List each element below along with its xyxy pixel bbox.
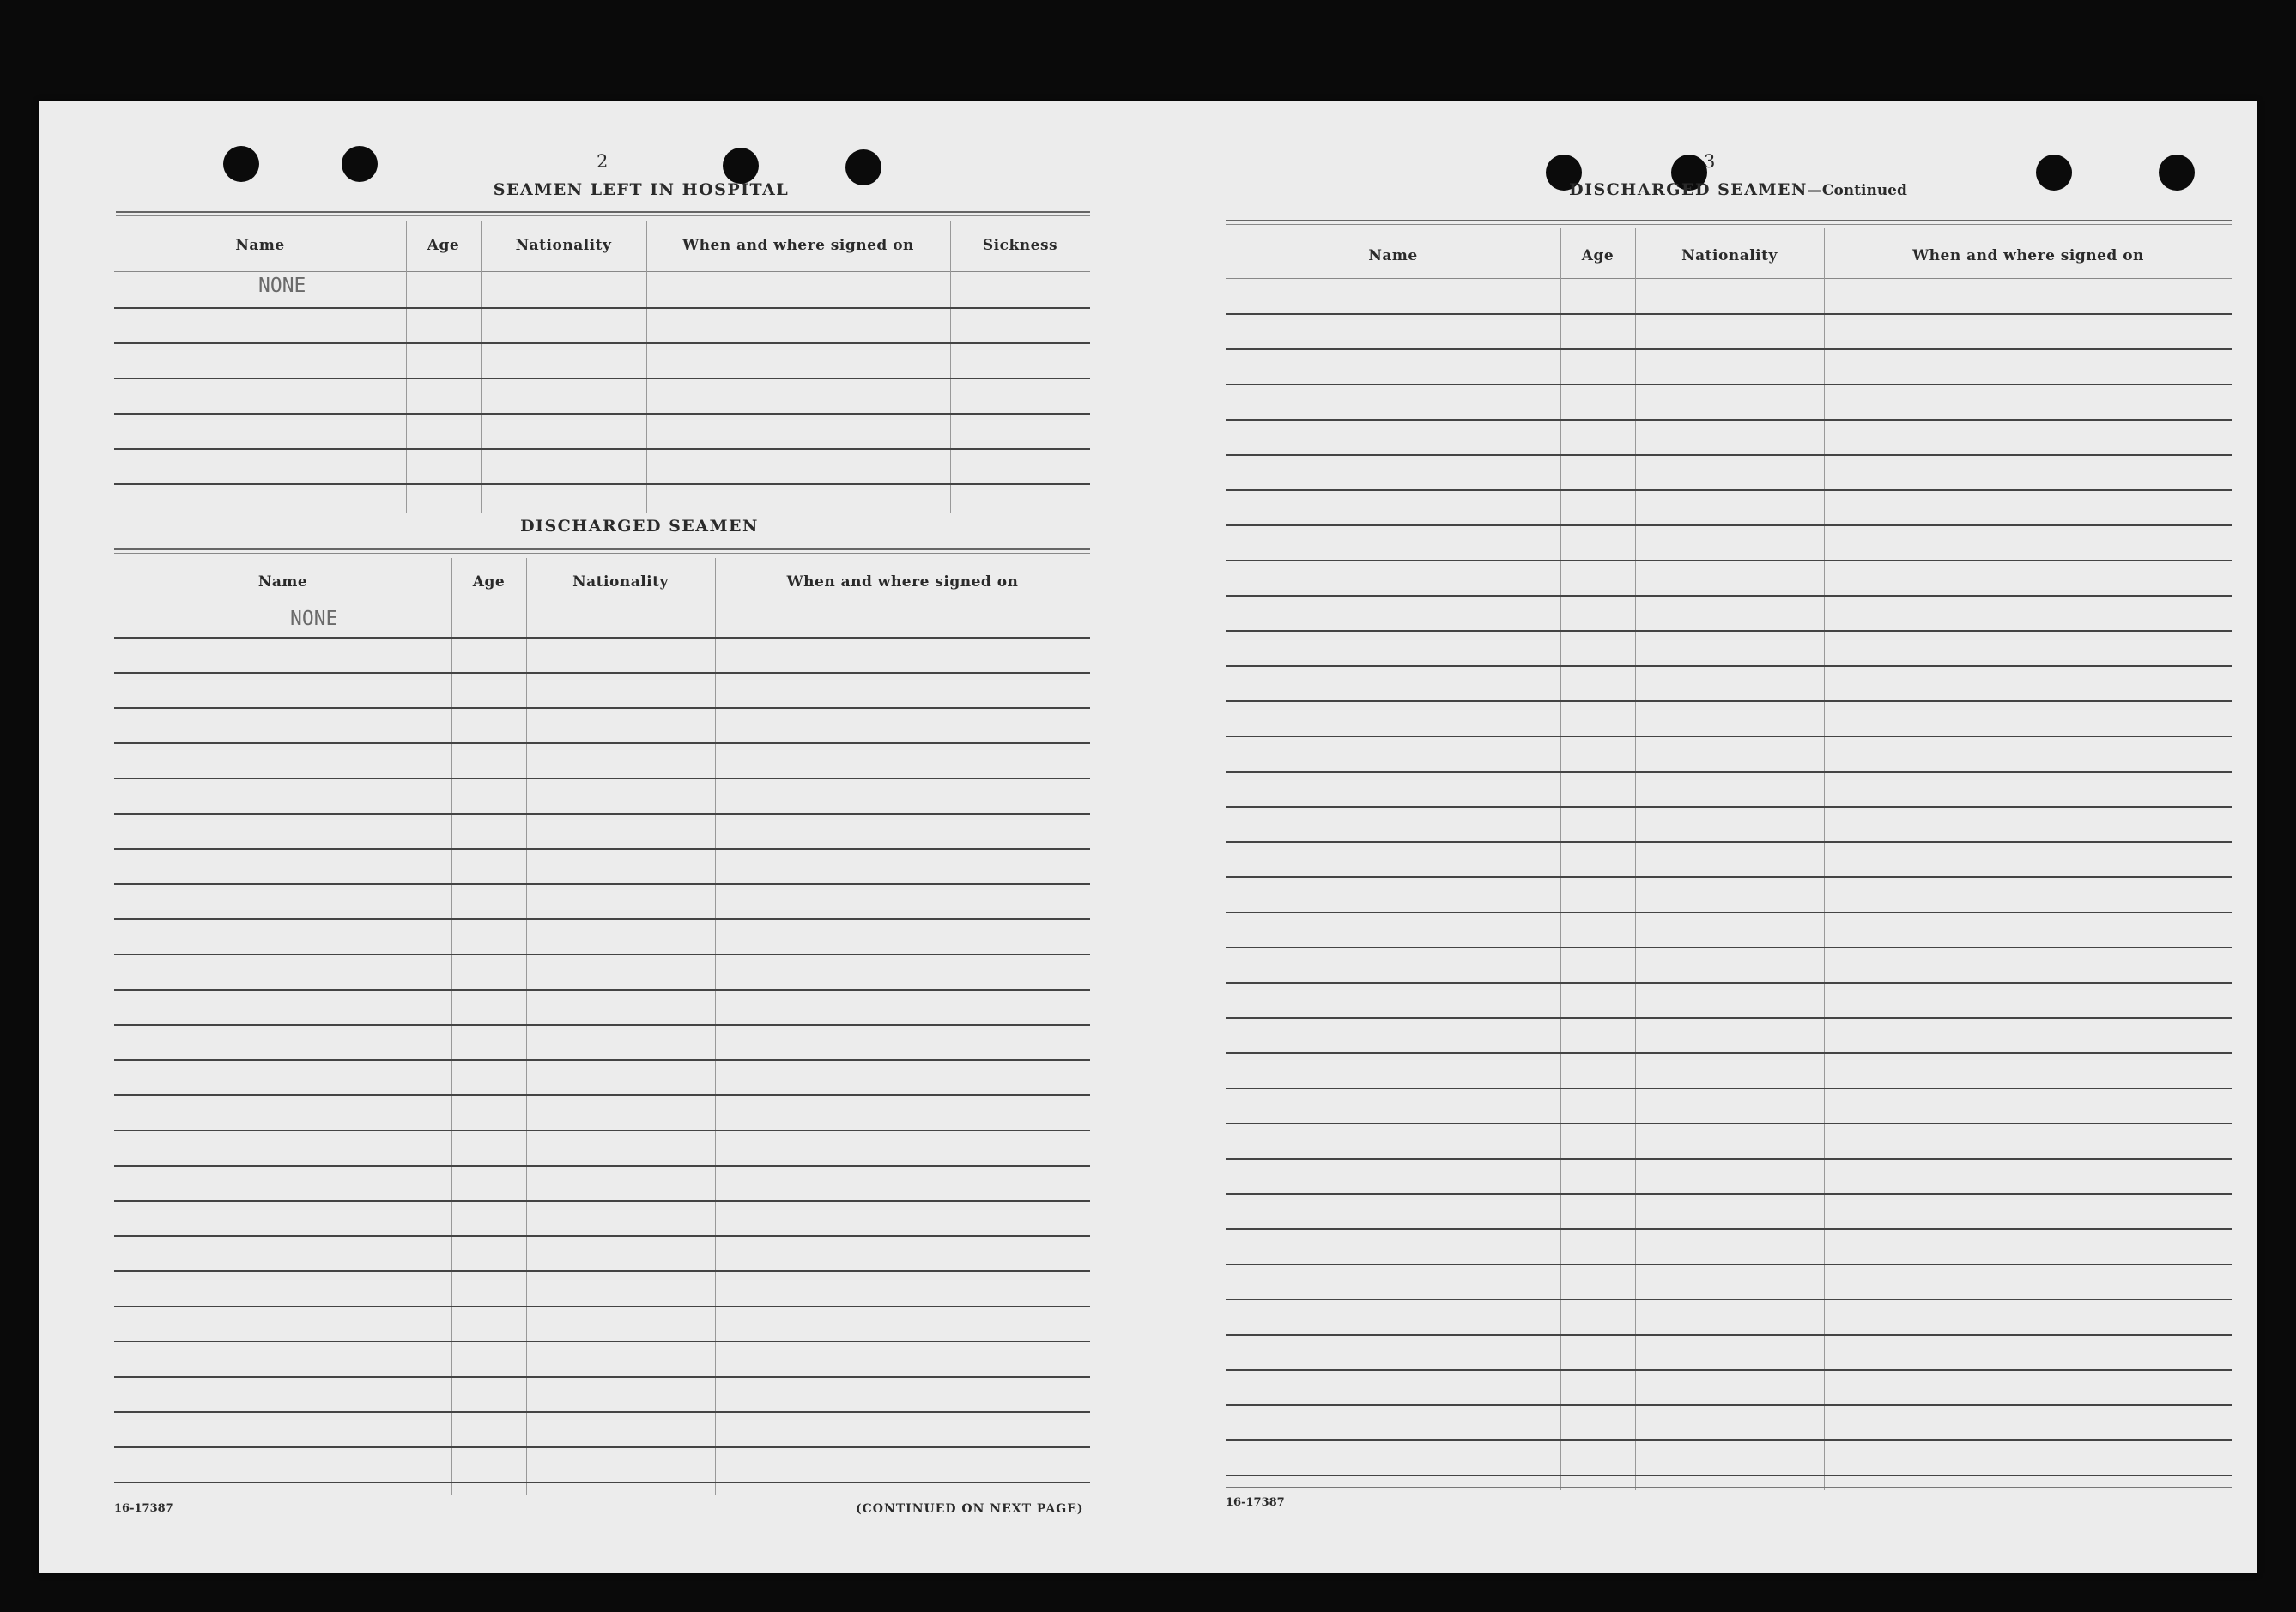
table-row: [1226, 982, 2232, 984]
header-divider: [1226, 278, 2232, 279]
table-row: [114, 448, 1090, 450]
col-header-nationality: Nationality: [572, 573, 669, 591]
table-row: [1226, 313, 2232, 315]
punch-hole: [223, 146, 259, 182]
table-row: [114, 813, 1090, 815]
col-header-nationality: Nationality: [1681, 247, 1778, 264]
table-row: [114, 1482, 1090, 1483]
hospital-table: [114, 221, 1090, 513]
table-row: [1226, 947, 2232, 948]
table-row: [1226, 630, 2232, 632]
table-row: [114, 742, 1090, 744]
col-header-signed-on: When and where signed on: [682, 237, 914, 254]
rule: [1226, 220, 2232, 225]
table-row: [114, 1235, 1090, 1237]
table-row: [1226, 700, 2232, 702]
column-divider: [481, 221, 482, 513]
punch-hole: [2159, 155, 2195, 191]
column-divider: [526, 558, 527, 1495]
table-row: [1226, 595, 2232, 597]
table-row: [114, 918, 1090, 920]
table-row: [114, 1270, 1090, 1272]
table-row: [114, 378, 1090, 379]
right-title-suffix: —Continued: [1807, 182, 1907, 199]
table-row: [114, 1130, 1090, 1131]
table-row: [1226, 1334, 2232, 1336]
table-row: [114, 954, 1090, 955]
hospital-section-title: SEAMEN LEFT IN HOSPITAL: [493, 180, 790, 199]
col-header-signed-on: When and where signed on: [786, 573, 1019, 591]
header-divider: [114, 271, 1090, 272]
table-row: [1226, 1369, 2232, 1371]
table-row: [1226, 348, 2232, 350]
col-header-signed-on: When and where signed on: [1912, 247, 2144, 264]
table-row: [1226, 1299, 2232, 1300]
table-row: [114, 342, 1090, 344]
table-row: [1226, 1123, 2232, 1124]
table-row: [1226, 1017, 2232, 1019]
column-divider: [1560, 228, 1561, 1490]
col-header-age: Age: [1581, 247, 1614, 264]
table-row: [1226, 524, 2232, 526]
col-header-sickness: Sickness: [982, 237, 1058, 254]
continued-note: (CONTINUED ON NEXT PAGE): [856, 1502, 1084, 1516]
table-row: [114, 848, 1090, 850]
table-row: [114, 672, 1090, 674]
column-divider: [1824, 228, 1825, 1490]
table-row: [1226, 1088, 2232, 1089]
column-divider: [950, 221, 951, 513]
table-row: [114, 989, 1090, 991]
table-row: [114, 413, 1090, 415]
table-row: [1226, 841, 2232, 843]
column-divider: [451, 558, 452, 1495]
table-row: [114, 1094, 1090, 1096]
table-row: [1226, 912, 2232, 913]
table-row: [1226, 489, 2232, 491]
table-row: [1226, 454, 2232, 456]
table-row: [1226, 771, 2232, 773]
right-section-title: [1558, 180, 1918, 199]
table-row: [1226, 1228, 2232, 1230]
typed-entry: NONE: [290, 608, 338, 630]
table-row: [114, 707, 1090, 709]
table-row: [114, 307, 1090, 309]
table-row: [114, 1059, 1090, 1061]
punch-hole: [723, 148, 759, 184]
table-row: [114, 1446, 1090, 1448]
table-row: [114, 1341, 1090, 1342]
table-row: [1226, 806, 2232, 808]
table-row: [1226, 736, 2232, 737]
table-row: [114, 637, 1090, 639]
column-divider: [646, 221, 647, 513]
table-end-line: [1226, 1487, 2232, 1488]
right-title-main: DISCHARGED SEAMEN: [1569, 180, 1808, 199]
discharged-table: [114, 558, 1090, 1495]
table-row: [1226, 1158, 2232, 1160]
table-row: [1226, 1475, 2232, 1476]
table-row: [1226, 384, 2232, 385]
table-row: [114, 1165, 1090, 1167]
table-row: [1226, 1439, 2232, 1441]
table-row: [114, 1306, 1090, 1307]
form-number: 16-17387: [114, 1502, 173, 1515]
col-header-nationality: Nationality: [515, 237, 612, 254]
table-row: [114, 1200, 1090, 1202]
column-divider: [406, 221, 407, 513]
right-page-number: 3: [1704, 151, 1716, 172]
table-row: [114, 1376, 1090, 1378]
table-row: [114, 1411, 1090, 1413]
table-row: [1226, 1264, 2232, 1265]
punch-hole: [342, 146, 378, 182]
table-row: [1226, 665, 2232, 667]
table-row: [1226, 876, 2232, 878]
discharged-continued-table: [1226, 228, 2232, 1490]
col-header-age: Age: [472, 573, 506, 591]
col-header-name: Name: [1368, 247, 1418, 264]
table-row: [1226, 1052, 2232, 1054]
col-header-age: Age: [427, 237, 460, 254]
left-page-number: 2: [597, 151, 609, 172]
col-header-name: Name: [257, 573, 308, 591]
column-divider: [715, 558, 716, 1495]
table-row: [1226, 560, 2232, 561]
rule: [116, 211, 1090, 216]
table-row: [1226, 419, 2232, 421]
typed-entry: NONE: [258, 275, 306, 297]
table-row: [1226, 1193, 2232, 1195]
document-sheet: [39, 101, 2257, 1573]
table-row: [114, 483, 1090, 485]
col-header-name: Name: [235, 237, 285, 254]
punch-hole: [2036, 155, 2072, 191]
table-row: [1226, 1404, 2232, 1406]
form-number: 16-17387: [1226, 1496, 1285, 1509]
table-row: [114, 778, 1090, 779]
punch-hole: [845, 149, 881, 185]
table-row: [114, 1024, 1090, 1026]
table-row: [114, 883, 1090, 885]
discharged-section-title: DISCHARGED SEAMEN: [520, 517, 759, 536]
rule: [114, 548, 1090, 554]
column-divider: [1635, 228, 1636, 1490]
